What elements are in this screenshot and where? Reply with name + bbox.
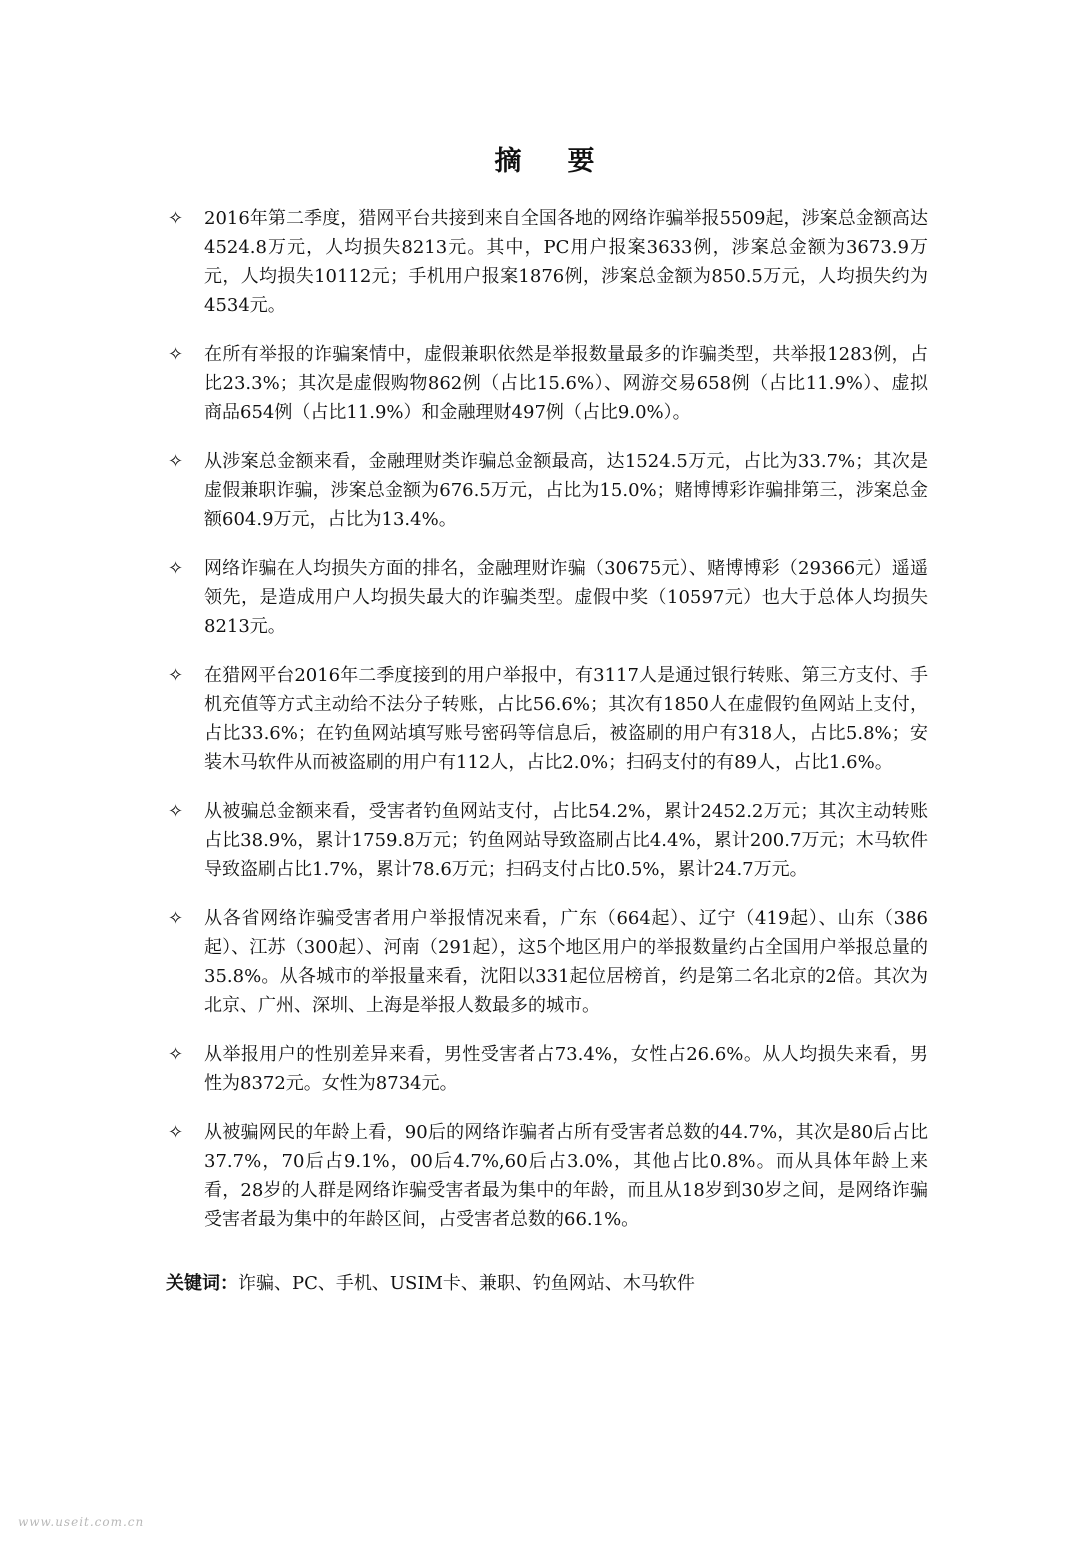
keywords-label: 关键词： bbox=[166, 1273, 238, 1294]
summary-item bbox=[166, 340, 928, 427]
summary-item bbox=[166, 661, 928, 777]
summary-text: 从被骗网民的年龄上看，90后的网络诈骗者占所有受害者总数的44.7%，其次是80后占比37.7%，70后占9.1%，00后4.7%,60后占3.0%，其他占比0.8%。而从具体年龄上来看，28岁的人群是网络诈骗受害者最为集中的年龄，而且从18岁到30岁之间，是网络诈骗受害者最为集中的年龄区间，占受害者总数的66.1%。 bbox=[204, 1122, 928, 1230]
summary-item bbox=[166, 204, 928, 320]
summary-text: 从涉案总金额来看，金融理财类诈骗总金额最高，达1524.5万元，占比为33.7%；其次是虚假兼职诈骗，涉案总金额为676.5万元，占比为15.0%；赌博博彩诈骗排第三，涉案总金额604.9万元，占比为13.4%。 bbox=[204, 451, 928, 530]
keywords-text: 诈骗、PC、手机、USIM卡、兼职、钓鱼网站、木马软件 bbox=[238, 1273, 695, 1294]
summary-text: 网络诈骗在人均损失方面的排名，金融理财诈骗（30675元）、赌博博彩（29366元）遥遥领先，是造成用户人均损失最大的诈骗类型。虚假中奖（10597元）也大于总体人均损失8213元。 bbox=[204, 558, 928, 637]
summary-text: 从举报用户的性别差异来看，男性受害者占73.4%，女性占26.6%。从人均损失来看，男性为8372元。女性为8734元。 bbox=[204, 1044, 928, 1094]
summary-list bbox=[166, 204, 928, 1254]
summary-text: 从被骗总金额来看，受害者钓鱼网站支付，占比54.2%，累计2452.2万元；其次主动转账占比38.9%，累计1759.8万元；钓鱼网站导致盗刷占比4.4%，累计200.7万元；木马软件导致盗刷占比1.7%，累计78.6万元；扫码支付占比0.5%，累计24.7万元。 bbox=[204, 801, 928, 880]
diamond-star-icon: ✧ bbox=[168, 665, 184, 686]
summary-text: 在猎网平台2016年二季度接到的用户举报中，有3117人是通过银行转账、第三方支付、手机充值等方式主动给不法分子转账，占比56.6%；其次有1850人在虚假钓鱼网站上支付，占比33.6%；在钓鱼网站填写账号密码等信息后，被盗刷的用户有318人，占比5.8%；安装木马软件从而被盗刷的用户有112人，占比2.0%；扫码支付的有89人，占比1.6%。 bbox=[204, 665, 928, 773]
summary-item bbox=[166, 904, 928, 1020]
page-title bbox=[0, 142, 1091, 182]
summary-item bbox=[166, 797, 928, 884]
diamond-star-icon: ✧ bbox=[168, 908, 184, 929]
summary-text: 在所有举报的诈骗案情中，虚假兼职依然是举报数量最多的诈骗类型，共举报1283例，占比23.3%；其次是虚假购物862例（占比15.6%）、网游交易658例（占比11.9%）、虚拟商品654例（占比11.9%）和金融理财497例（占比9.0%）。 bbox=[204, 344, 928, 423]
diamond-star-icon: ✧ bbox=[168, 208, 184, 229]
diamond-star-icon: ✧ bbox=[168, 1044, 184, 1065]
site-watermark: www.useit.com.cn bbox=[18, 1515, 145, 1529]
title-char-2: 要 bbox=[567, 146, 597, 177]
summary-item bbox=[166, 1040, 928, 1098]
diamond-star-icon: ✧ bbox=[168, 1122, 184, 1143]
summary-text: 从各省网络诈骗受害者用户举报情况来看，广东（664起）、辽宁（419起）、山东（386起）、江苏（300起）、河南（291起），这5个地区用户的举报数量约占全国用户举报总量的35.8%。从各城市的举报量来看，沈阳以331起位居榜首，约是第二名北京的2倍。其次为北京、广州、深圳、上海是举报人数最多的城市。 bbox=[204, 908, 928, 1016]
summary-text: 2016年第二季度，猎网平台共接到来自全国各地的网络诈骗举报5509起，涉案总金额高达4524.8万元，人均损失8213元。其中，PC用户报案3633例，涉案总金额为3673.9万元，人均损失10112元；手机用户报案1876例，涉案总金额为850.5万元，人均损失约为4534元。 bbox=[204, 208, 928, 316]
summary-item bbox=[166, 447, 928, 534]
diamond-star-icon: ✧ bbox=[168, 801, 184, 822]
summary-item bbox=[166, 1118, 928, 1234]
diamond-star-icon: ✧ bbox=[168, 451, 184, 472]
title-char-1: 摘 bbox=[494, 146, 524, 177]
keywords-line bbox=[166, 1269, 928, 1298]
summary-item bbox=[166, 554, 928, 641]
diamond-star-icon: ✧ bbox=[168, 344, 184, 365]
diamond-star-icon: ✧ bbox=[168, 558, 184, 579]
